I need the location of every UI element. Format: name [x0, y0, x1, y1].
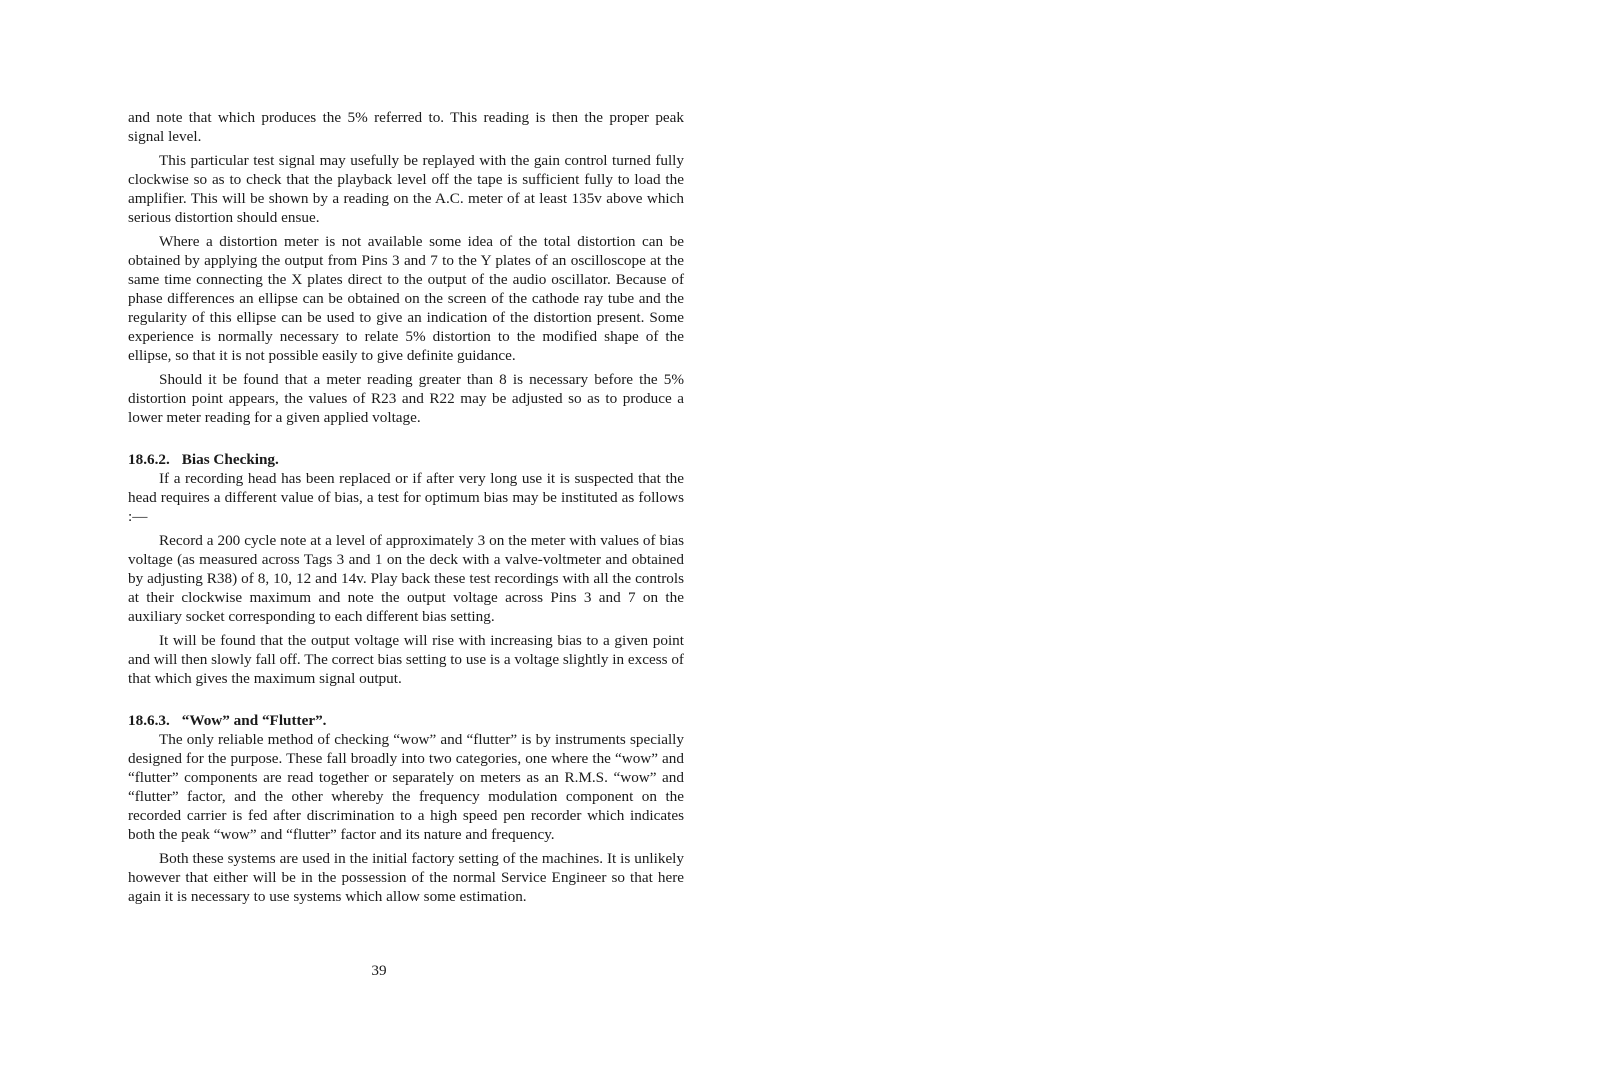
paragraph-meter-adjustment: Should it be found that a meter reading greater than 8 is necessary before the 5% distortion point appears, the values of R23 and R22 may be adjusted so as to produce a lower meter reading for a given applied voltage.	[128, 371, 684, 426]
paragraph-test-signal-replay: This particular test signal may usefully be replayed with the gain control turned fully clockwise so as to check that the playback level off the tape is sufficient fully to load the amplifier. This will be shown by a reading on the A.C. meter of at least 135v above which serious distortion should ensue.	[128, 152, 684, 226]
paragraph-oscilloscope-method: Where a distortion meter is not available some idea of the total distortion can be obtained by applying the output from Pins 3 and 7 to the Y plates of an oscilloscope at the same time connecting the X plates direct to the output of the audio oscillator. Because of phase differences an ellipse can be obtained on the screen of the cathode ray tube and the regularity of this ellipse can be used to give an indication of the distortion present. Some experience is normally necessary to relate 5% distortion to the modified shape of the ellipse, so that it is not possible easily to give definite guidance.	[128, 233, 684, 364]
paragraph-bias-intro: If a recording head has been replaced or if after very long use it is suspected that the head requires a different value of bias, a test for optimum bias may be instituted as follows :—	[128, 470, 684, 525]
paragraph-continued: and note that which produces the 5% referred to. This reading is then the proper peak signal level.	[128, 109, 684, 145]
document-page	[128, 108, 684, 911]
paragraph-wow-flutter-methods: The only reliable method of checking “wow” and “flutter” is by instruments specially designed for the purpose. These fall broadly into two categories, one where the “wow” and “flutter” components are read together or separately on meters as an R.M.S. “wow” and “flutter” factor, and the other whereby the frequency modulation component on the recorded carrier is fed after discrimination to a high speed pen recorder which indicates both the peak “wow” and “flutter” factor and its nature and frequency.	[128, 731, 684, 843]
paragraph-bias-procedure: Record a 200 cycle note at a level of approximately 3 on the meter with values of bias voltage (as measured across Tags 3 and 1 on the deck with a valve-voltmeter and obtained by adjusting R38) of 8, 10, 12 and 14v. Play back these test recordings with all the controls at their clockwise maximum and note the output voltage across Pins 3 and 7 on the auxiliary socket corresponding to each different bias setting.	[128, 532, 684, 625]
section-heading-wow-flutter	[128, 711, 684, 730]
paragraph-bias-result: It will be found that the output voltage will rise with increasing bias to a given point and will then slowly fall off. The correct bias setting to use is a voltage slightly in excess of that which gives the maximum signal output.	[128, 632, 684, 687]
section-heading-bias-checking	[128, 450, 684, 469]
paragraph-wow-flutter-systems: Both these systems are used in the initial factory setting of the machines. It is unlikely however that either will be in the possession of the normal Service Engineer so that here again it is necessary to use systems which allow some estimation.	[128, 850, 684, 905]
page-number: 39	[371, 962, 387, 979]
section-number: 18.6.2.	[128, 451, 170, 468]
section-title: “Wow” and “Flutter”.	[181, 712, 327, 729]
section-number: 18.6.3.	[128, 712, 170, 729]
section-title: Bias Checking.	[181, 451, 279, 468]
